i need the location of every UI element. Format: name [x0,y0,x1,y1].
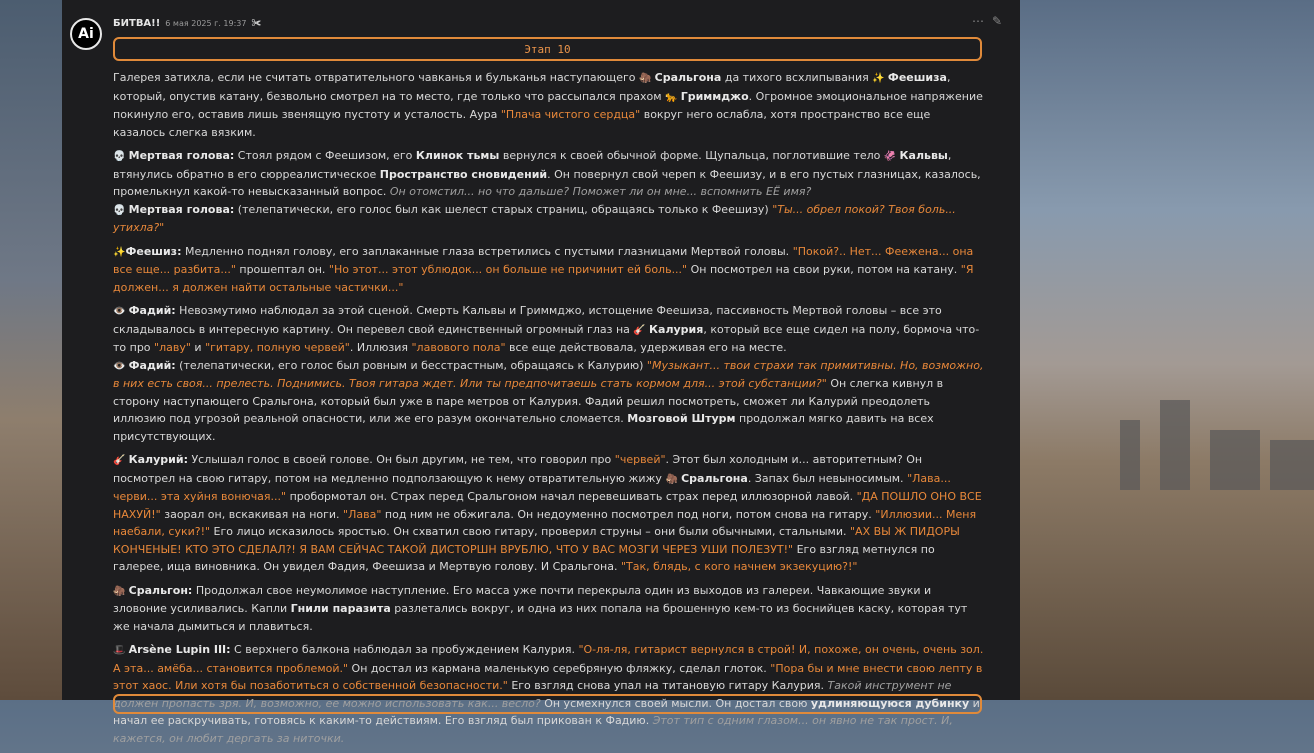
bold-text: Мертвая голова: [128,202,235,216]
background-rock [1210,430,1260,490]
quote-text: "АХ ВЫ Ж ПИДОРЫ КОНЧЕНЫЕ! КТО ЭТО СДЕЛАЛ?! Я ВАМ СЕЙЧАС ТАКОЙ ДИСТОРШН ВРУБЛЮ, ЧТО У ВАС МОЗГИ ЧЕРЕЗ УШИ ПОЛЕЗУТ!" [113,525,960,556]
text: С верхнего балкона наблюдал за пробуждением Калурия. [230,643,579,656]
emoji-icon: 💀 [113,151,129,162]
message-paragraph [113,582,985,636]
thought-text: Такой инструмент не должен пропасть зря. И, возможно, ее можно использовать как... весло? [113,679,952,710]
emoji-icon: 🎸 [633,324,650,336]
text: Он достал из кармана маленькую серебряную фляжку, сделал глоток. [348,661,771,675]
thought-text: Он отомстил... но что дальше? Поможет ли он мне... вспомнить ЕЁ имя? [389,185,812,198]
bold-text: Фадий: [128,304,176,317]
text: . Огромное эмоциональное напряжение покинуло его, оставив лишь звенящую пустоту и усталость. Аура [113,89,983,121]
message-actions [972,14,1002,28]
text: Галерея затихла, если не считать отвратительного чавканья и бульканья наступающего [113,71,639,84]
text: вернулся к своей обычной форме. Щупальца, поглотившие тело [499,149,884,162]
text: да тихого всхлипывания [721,71,873,84]
bold-text: Клинок тьмы [415,149,500,162]
message-paragraph [113,201,985,237]
avatar-text: Ai [78,26,94,42]
text: Он усмехнулся своей мысли. Он достал свою [540,696,811,710]
bold-text: Гнили паразита [290,602,391,615]
text: прошептал он. [235,263,329,276]
emoji-icon: 💀 [113,204,129,216]
bold-text: Сральгона [654,71,722,84]
quote-text: "Я должен... я должен найти остальные частички..." [113,263,974,294]
background-rock [1160,400,1190,490]
text: Невозмутимо наблюдал за этой сценой. Смерть Кальвы и Гриммджо, истощение Феешиза, пассивность Мертвой головы – все это складывалось в интересную картину. Он перевел свой единственный огромный глаз на [113,304,942,336]
quote-text: "Пора бы и мне внести свою лепту в этот хаос. Или хотя бы позаботиться о собственной безопасности." [113,661,983,692]
message-paragraph [113,357,985,446]
text: (телепатически, его голос был как шелест старых страниц, обращаясь только к Феешизу) [234,202,773,216]
thought-text: Этот тип с одним глазом... он явно не так прост. И, кажется, он любит дергать за ниточки. [113,714,953,745]
emoji-icon: 🎸 [113,455,129,466]
text: Его взгляд снова упал на титановую гитару Калурия. [507,679,828,692]
text: . Этот был холодным и... авторитетным? Он посмотрел на свою гитару, потом на медленно подползающую к нему отвратительную жижу [113,453,923,485]
emoji-icon: 🦣 [113,585,129,597]
bold-text: удлиняющуюся дубинку [810,696,970,710]
background-left [0,0,62,700]
emoji-icon: 👁️ [113,360,129,372]
quote-text: "гитару, полную червей" [205,341,350,354]
text: разлетались вокруг, и одна из них попала на брошенную кем-то из боснийцев каску, которая тут же начала дымиться и плавиться. [113,602,968,633]
quote-text: "лавового пола" [411,341,506,354]
text: заорал он, вскакивая на ноги. [160,507,344,521]
quote-text: "Ты... обрел покой? Твоя боль... утихла?" [113,202,956,234]
timestamp: 6 мая 2025 г. 19:37 [165,19,247,28]
bold-text: Кальвы [899,149,948,162]
quote-text: "ДА ПОШЛО ОНО ВСЕ НАХУЙ!" [113,490,982,521]
text: Медленно поднял голову, его заплаканные глаза встретились с пустыми глазницами Мертвой головы. [181,244,793,258]
emoji-icon: ✨ [872,73,888,84]
background-rock [1120,420,1140,490]
quote-text: "Плача чистого сердца" [500,108,641,121]
bold-text: Мертвая голова: [128,149,235,162]
emoji-icon: 🦑 [883,151,900,162]
message-paragraph [113,451,985,576]
bold-text: Мозговой Штурм [627,412,736,425]
text: . Запах был невыносимым. [747,471,908,485]
stage-title-box [113,37,982,61]
bold-text: Феешиза [887,71,947,84]
message-paragraph [113,302,985,357]
quote-text: "Музыкант... твои страхи так примитивны. Но, возможно, в них есть своя... прелесть. Поднимись. Твоя гитара ждет. Или ты предпочитаешь стать кормом для... этой субстанции?" [113,358,984,390]
bold-text: Феешиз: [125,244,182,258]
author-name[interactable]: БИТВА!! [113,18,161,29]
emoji-icon: ✨ [113,246,126,258]
bold-text: Сральгона [681,471,748,485]
bold-text: Гриммджо [680,89,749,103]
emoji-icon: 🎩 [113,645,129,656]
message-paragraph [113,69,985,141]
text: Его лицо исказилось яростью. Он схватил свою гитару, проверил струны – они были обычными, стальными. [210,525,850,538]
quote-text: "Покой?.. Нет... Феежена... она все еще... разбита..." [113,244,974,276]
emoji-icon: 🐆 [665,91,681,103]
text: Стоял рядом с Феешизом, его [234,149,416,162]
avatar[interactable] [70,18,102,50]
text: . Иллюзия [349,341,412,354]
text: , втянулись обратно в его сюрреалистическое [113,149,952,181]
message-content [113,69,985,753]
text: , который все еще сидел на полу, бормоча что-то про [113,322,980,354]
text: и начал ее раскручивать, готовясь к каким-то действиям. Его взгляд был прикован к Фадию. [113,696,980,727]
bold-text: Arsène Lupin III: [128,643,231,656]
message-header [113,18,261,29]
quote-text: "Лава" [343,507,382,521]
next-stage-box [113,694,982,714]
text: пробормотал он. Страх перед Сральгоном начал перевешивать страх перед иллюзорной лавой. [286,490,857,503]
message-post [62,0,1020,745]
more-options-icon[interactable]: ⋯ [971,14,984,28]
quote-text: "О-ля-ля, гитарист вернулся в строй! И, похоже, он очень, очень зол. А эта... амёба... становится проблемой." [113,643,984,675]
message-paragraph [113,243,985,297]
text: все еще действовала, удерживая его на месте. [505,341,787,354]
bold-text: Пространство сновидений [379,167,548,181]
background-rock [1270,440,1314,490]
text: . Он повернул свой череп к Феешизу, и в его пустых глазницах, казалось, промелькнул какой-то невысказанный вопрос. [113,167,981,198]
text: под ним не обжигала. Он недоуменно посмотрел под ноги, потом снова на гитару. [381,507,876,521]
edit-icon[interactable]: ✎ [991,14,1002,28]
text: и [190,341,206,354]
text: Услышал голос в своей голове. Он был другим, не тем, что говорил про [187,453,615,466]
quote-text: "Так, блядь, с кого начнем экзекуцию?!" [620,560,858,573]
quote-text: "лаву" [154,341,191,354]
quote-text: "червей" [614,453,666,466]
text: продолжал мягко давить на всех присутствующих. [113,412,934,443]
text: Он посмотрел на свои руки, потом на катану. [687,263,961,276]
bold-text: Калурий: [128,453,188,466]
bold-text: Калурия [649,322,704,336]
tool-icon: ✀ [251,18,262,29]
quote-text: "Иллюзии... Меня наебали, суки?!" [113,507,977,538]
background-right [1020,0,1314,700]
stage-title: Этап 10 [524,42,571,56]
text: Продолжал свое неумолимое наступление. Его масса уже почти перекрыла один из выходов из галереи. Чавкающие звуки и зловоние усиливались. Капли [113,583,932,615]
emoji-icon: 👁️ [113,306,129,317]
quote-text: "Но этот... этот ублюдок... он больше не причинит ей боль..." [328,263,688,276]
text: вокруг него ослабла, хотя пространство все еще казалось слегка вязким. [113,108,931,139]
text: Его взгляд метнулся по галерее, ища виновника. Он увидел Фадия, Феешиза и Мертвую голову. И Сральгона. [113,542,935,573]
emoji-icon: 🦣 [638,73,655,84]
text: Он слегка кивнул в сторону наступающего Сральгона, который был уже в паре метров от Калурия. Фадий решил посмотреть, сможет ли Калурий преодолеть иллюзию под угрозой реальной опасности, или же его разум окончательно сломается. [113,377,944,425]
bold-text: Сральгон: [128,583,193,597]
text: (телепатически, его голос был ровным и бесстрастным, обращаясь к Калурию) [175,358,647,372]
bold-text: Фадий: [128,358,176,372]
text: , который, опустив катану, безвольно смотрел на то место, где только что рассыпался прахом [113,71,951,103]
emoji-icon: 🦣 [665,473,682,485]
quote-text: "Лава... черви... эта хуйня вонючая..." [113,471,951,503]
message-paragraph [113,147,985,201]
